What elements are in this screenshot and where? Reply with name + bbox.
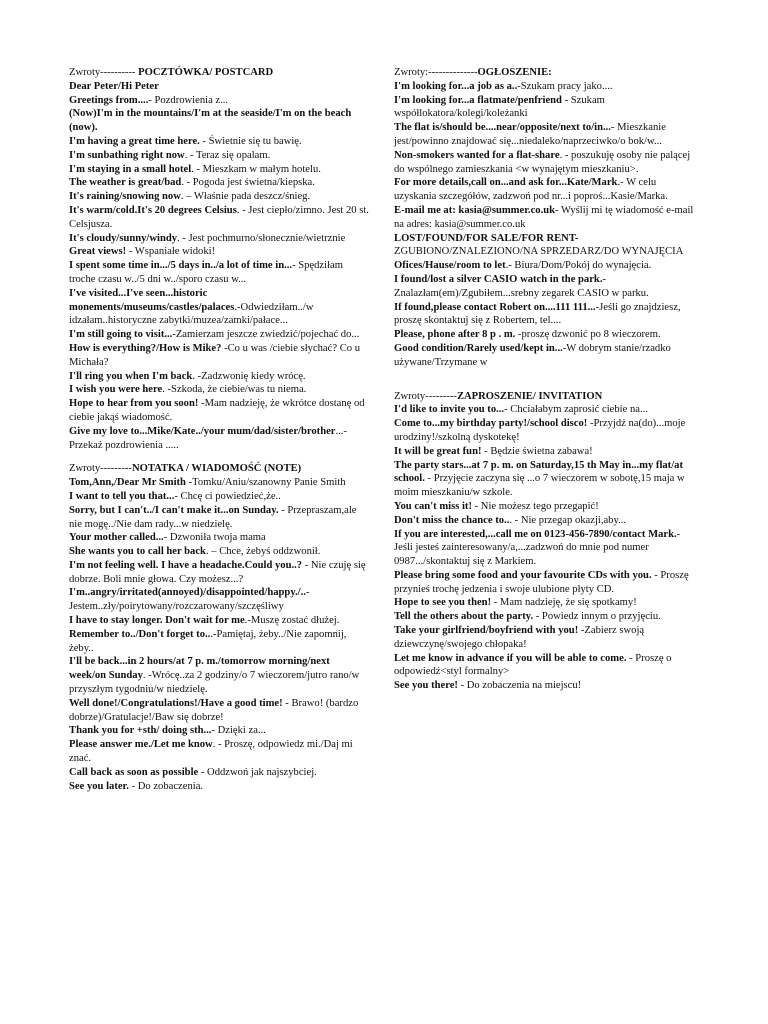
polish-translation: - Świetnie się tu bawię. [199, 135, 302, 147]
phrase-entry [69, 397, 369, 425]
phrase-entry [394, 273, 700, 301]
phrase-entry [69, 780, 369, 794]
english-phrase: Tell the others about the party. [394, 611, 534, 623]
phrase-entry [69, 655, 369, 696]
section-prefix: Zwroty--------- [69, 463, 132, 475]
english-phrase: For more details,call on...and ask for...Kate/Mark [394, 177, 618, 189]
polish-translation: . -Zadzwonię kiedy wrócę. [192, 370, 306, 382]
english-phrase: I'm..angry/irritated(annoyed)/disappointed/happy./.. [69, 587, 306, 599]
english-phrase: Please, phone after 8 p . m. [394, 329, 516, 341]
polish-translation: - Mam nadzieję, że się spotkamy! [491, 597, 637, 609]
english-phrase: Please bring some food and your favourite CDs with you. [394, 569, 652, 581]
polish-translation: - Oddzwoń jak najszybciej. [198, 766, 317, 778]
polish-translation: . - poszukuję osoby nie palącej do wspólnego zamieszkania <w wynajętym mieszkaniu>. [394, 149, 691, 175]
polish-translation: - Jeśli jesteś zainteresowany/a,...zadzwoń do mnie pod numer 0987.../skontaktuj się z Markiem. [394, 528, 681, 568]
english-phrase: Well done!/Congratulations!/Have a good time! [69, 697, 283, 709]
polish-translation: ZGUBIONO/ZNALEZIONO/NA SPRZEDARZ/DO WYNAJĘCIA [394, 246, 684, 258]
polish-translation: - Do zobaczenia na miejscu! [457, 680, 582, 692]
english-phrase: It's raining/snowing now [69, 191, 181, 203]
phrase-entry [69, 383, 369, 397]
english-phrase: You can't miss it! [394, 500, 472, 512]
polish-translation: . -Szkoda, że ciebie/was tu niema. [162, 384, 307, 396]
polish-translation: . – Właśnie pada deszcz/śnieg. [180, 191, 311, 203]
english-phrase: It's cloudy/sunny/windy [69, 232, 178, 244]
polish-translation: - Pozdrowienia z... [148, 94, 229, 106]
polish-translation: - Przepraszam,ale nie mogę../Nie dam rady...w niedzielę. [69, 504, 357, 530]
polish-translation: . - Proszę, odpowiedz mi./Daj mi znać. [69, 739, 353, 765]
phrase-entry [394, 610, 700, 624]
english-phrase: Remember to../Don't forget to.. [69, 628, 211, 640]
english-phrase: E-mail me at: kasia@summer.co.uk [394, 204, 556, 216]
polish-translation: - Chciałabym zaprosić ciebie na... [504, 404, 648, 416]
phrase-entry [69, 149, 369, 163]
phrase-entry [394, 514, 700, 528]
polish-translation: .- Biura/Dom/Pokój do wynajęcia. [505, 260, 652, 272]
phrase-entry [69, 724, 369, 738]
polish-translation: - Chcę ci powiedzieć,że.. [174, 490, 281, 502]
polish-translation: . – Chce, żebyś oddzwonił. [205, 546, 321, 558]
polish-translation: . - Nie przegap okazji,aby... [509, 514, 627, 526]
phrase-entry [69, 176, 369, 190]
phrase-entry [394, 459, 700, 500]
english-phrase: I'm looking for...a job as a.. [394, 80, 518, 92]
phrase-entry [394, 204, 700, 232]
polish-translation: . - Mieszkam w małym hotelu. [191, 163, 321, 175]
english-phrase: How is everything?/How is Mike? [69, 342, 222, 354]
polish-translation: -Przyjdź na(do)...moje urodziny!/szkolną dyskotekę! [394, 418, 686, 443]
phrase-entry [69, 190, 369, 204]
polish-translation: -Szukam pracy jako.... [517, 80, 613, 92]
phrase-entry [394, 176, 700, 204]
polish-translation: . -Wrócę..za 2 godziny/o 7 wieczorem/jutro rano/w przyszłym tygodniu/w niedzielę. [69, 670, 360, 696]
polish-translation: -Jeśli go znajdziesz, proszę skontaktuj się z Robertem, tel.... [394, 301, 681, 327]
section-title: OGŁOSZENIE: [477, 67, 552, 78]
phrase-entry [69, 342, 369, 370]
english-phrase: The party stars...at 7 p. m. on Saturday,15 th May in...my flat/at school. [394, 459, 683, 485]
phrase-entry [394, 679, 700, 693]
section-heading [69, 66, 369, 80]
polish-translation: - Nie możesz tego przegapić! [471, 500, 599, 512]
phrase-entry [394, 624, 700, 652]
english-phrase: Non-smokers wanted for a flat-share [394, 149, 560, 161]
english-phrase: She wants you to call her back [69, 546, 206, 558]
polish-translation: - Proszę o odpowiedź<styl formalny> [394, 652, 672, 678]
phrase-entry [69, 135, 369, 149]
phrase-entry [69, 766, 369, 780]
polish-translation: .-Pamiętaj, żeby../Nie zapomnij, żeby.. [69, 628, 347, 654]
phrase-entry [394, 417, 700, 445]
english-phrase: Sorry, but I can't../I can't make it...on Sunday. [69, 504, 279, 516]
section-prefix: Zwroty---------- [69, 67, 139, 78]
english-phrase: Your mother called... [69, 532, 164, 544]
polish-translation: - Mieszkanie jest/powinno znajdować się...niedaleko/naprzeciwko/o bok/w... [394, 122, 666, 147]
phrase-entry [69, 204, 369, 232]
polish-translation: -Mam nadzieję, że wkrótce dostanę od ciebie jakąś wiadomość. [69, 398, 365, 423]
phrase-entry [394, 342, 700, 370]
phrase-entry [394, 94, 700, 122]
english-phrase: I'd like to invite you to... [394, 404, 505, 416]
english-phrase: Greetings from.... [69, 94, 149, 106]
section-prefix: Zwroty--------- [394, 390, 457, 402]
english-phrase: Take your girlfriend/boyfriend with you! [394, 625, 579, 637]
section-heading [394, 390, 700, 404]
english-phrase: Come to...my birthday party!/school disco! [394, 418, 588, 430]
phrase-entry [69, 476, 369, 490]
phrase-entry [69, 370, 369, 384]
postcard-section [69, 66, 369, 452]
polish-translation: - Proszę przynieś trochę jedzenia i swoje ulubione płyty CD. [394, 569, 689, 595]
polish-translation: -proszę dzwonić po 8 wieczorem. [515, 329, 661, 341]
polish-translation: .-Odwiedziłam../w idzałam..historyczne zabytki/muzea/zamki/pałace... [69, 301, 314, 327]
english-phrase: Dear Peter/Hi Peter [69, 80, 159, 92]
english-phrase: I spent some time in.../5 days in../a lot of time in... [69, 260, 293, 272]
phrase-entry [394, 121, 700, 149]
section-heading [69, 462, 369, 476]
polish-translation: - Dzwoniła twoja mama [163, 532, 266, 544]
english-phrase: (Now)I'm in the mountains/I'm at the seaside/I'm on the beach (now). [69, 108, 352, 134]
english-phrase: I'll be back...in 2 hours/at 7 p. m./tomorrow morning/next week/on Sunday [69, 656, 330, 682]
english-phrase: I found/lost a silver CASIO watch in the park. [394, 273, 603, 285]
polish-translation: . - Teraz się opalam. [184, 149, 271, 161]
english-phrase: Ofices/Hause/room to let [394, 260, 506, 272]
polish-translation: - Nie czuję się dobrze. Boli mnie głowa. Czy możesz...? [69, 559, 366, 585]
english-phrase: Good condition/Rarely used/kept in... [394, 342, 563, 354]
phrase-entry [394, 232, 700, 260]
polish-translation: -W dobrym stanie/rzadko używane/Trzymane w [394, 342, 671, 368]
phrase-entry [69, 614, 369, 628]
polish-translation: . - Pogoda jest świetna/kiepska. [181, 177, 315, 189]
phrase-entry [69, 628, 369, 656]
polish-translation: - Jestem..zły/poirytowany/rozczarowany/szczęśliwy [69, 587, 310, 613]
polish-translation: -Co u was /ciebie słychać? Co u Michała? [69, 342, 360, 368]
polish-translation: - Będzie świetna zabawa! [481, 445, 593, 457]
english-phrase: LOST/FOUND/FOR SALE/FOR RENT- [394, 232, 579, 244]
section-title: POCZTÓWKA/ POSTCARD [138, 67, 274, 78]
phrase-entry [69, 586, 369, 614]
polish-translation: -Tomku/Aniu/szanowny Panie Smith [185, 477, 346, 489]
phrase-entry [394, 528, 700, 569]
phrase-entry [69, 287, 369, 328]
english-phrase: I'm having a great time here. [69, 135, 200, 147]
announcement-section [394, 66, 700, 370]
phrase-entry [69, 490, 369, 504]
phrase-entry [69, 545, 369, 559]
polish-translation: - Szukam współlokatora/kolegi/koleżanki [394, 94, 605, 120]
phrase-entry [394, 403, 700, 417]
polish-translation: - Znalazłam(em)/Zgubiłem...srebny zegarek CASIO w parku. [394, 273, 649, 299]
english-phrase: Let me know in advance if you will be able to come. [394, 652, 627, 664]
phrase-entry [394, 445, 700, 459]
polish-translation: . - Jest ciepło/zimno. Jest 20 st. Celsjusza. [69, 204, 369, 230]
polish-translation: - Wyślij mi tę wiadomość e-mail na adres: kasia@summer.co.uk [394, 204, 694, 230]
english-phrase: The flat is/should be....near/opposite/next to/in... [394, 122, 611, 134]
english-phrase: The weather is great/bad [69, 177, 182, 189]
phrase-entry [394, 652, 700, 680]
english-phrase: Don't miss the chance to.. [394, 514, 510, 526]
english-phrase: Give my love to...Mike/Kate../your mum/dad/sister/brother [69, 425, 336, 437]
english-phrase: I'm looking for...a flatmate/penfriend [394, 94, 562, 106]
phrase-entry [69, 559, 369, 587]
section-title: ZAPROSZENIE/ INVITATION [456, 390, 603, 402]
phrase-entry [394, 301, 700, 329]
polish-translation: - Do zobaczenia. [128, 780, 204, 792]
polish-translation: .-Muszę zostać dłużej. [244, 615, 340, 627]
phrase-entry [394, 80, 700, 94]
english-phrase: Great views! [69, 246, 127, 258]
left-column [69, 66, 369, 803]
section-title: NOTATKA / WIADOMOŚĆ (NOTE) [131, 463, 302, 475]
phrase-entry [69, 425, 369, 453]
phrase-entry [69, 531, 369, 545]
polish-translation: - Spędziłam troche czasu w../5 dni w../sporo czasu w... [69, 260, 343, 285]
english-phrase: I'm sunbathing right now [69, 149, 185, 161]
phrase-entry [69, 259, 369, 287]
right-column [394, 66, 700, 731]
phrase-entry [394, 500, 700, 514]
phrase-entry [69, 80, 369, 94]
english-phrase: If you are interested,...call me on 0123-456-7890/contact Mark. [394, 528, 677, 540]
english-phrase: Tom,Ann,/Dear Mr Smith [69, 477, 186, 489]
english-phrase: I'll ring you when I'm back [69, 370, 193, 382]
polish-translation: - Brawo! (bardzo dobrze)/Gratulacje!/Baw się dobrze! [69, 697, 359, 723]
polish-translation: - Przyjęcie zaczyna się ...o 7 wieczorem w sobotę,15 maja w moim mieszkaniu/w szkole. [394, 473, 685, 499]
polish-translation: - Wspaniałe widoki! [126, 246, 216, 258]
english-phrase: I've visited...I've seen...historic monements/museums/castles/palaces [69, 287, 235, 313]
english-phrase: I'm staying in a small hotel [69, 163, 192, 175]
polish-translation: . - Jest pochmurno/słonecznie/wietrznie [177, 232, 346, 244]
polish-translation: ...- Przekaż pozdrowienia ..... [69, 425, 347, 451]
note-section [69, 462, 369, 793]
english-phrase: See you later. [69, 780, 129, 792]
invitation-section [394, 390, 700, 694]
english-phrase: Please answer me./Let me know [69, 739, 213, 751]
english-phrase: I'm still going to visit... [69, 329, 173, 341]
polish-translation: .- W celu uzyskania szczegółów, zadzwoń pod nr...i poproś...Kasie/Marka. [394, 177, 668, 203]
english-phrase: Thank you for +sth/ doing sth... [69, 725, 212, 737]
phrase-entry [69, 163, 369, 177]
phrase-entry [394, 596, 700, 610]
english-phrase: I have to stay longer. Don't wait for me [69, 615, 245, 627]
phrase-entry [394, 328, 700, 342]
phrase-entry [69, 738, 369, 766]
phrase-entry [69, 107, 369, 135]
phrase-entry [394, 149, 700, 177]
english-phrase: I want to tell you that... [69, 490, 175, 502]
phrase-entry [69, 504, 369, 532]
polish-translation: -Zabierz swoją dziewczynę/swojego chłopaka! [394, 625, 645, 650]
polish-translation: - Powiedz innym o przyjęciu. [533, 611, 661, 623]
english-phrase: It's warm/cold.It's 20 degrees Celsius [69, 204, 237, 216]
section-prefix: Zwroty:-------------- [394, 67, 478, 78]
english-phrase: Hope to see you then! [394, 597, 492, 609]
english-phrase: It will be great fun! [394, 445, 482, 457]
polish-translation: - Dzięki za... [211, 725, 266, 737]
phrase-entry [69, 232, 369, 246]
english-phrase: Hope to hear from you soon! [69, 398, 199, 410]
english-phrase: I'm not feeling well. I have a headache.Could you..? [69, 559, 303, 571]
english-phrase: If found,please contact Robert on....111 111... [394, 301, 596, 313]
phrase-entry [69, 328, 369, 342]
english-phrase: I wish you were here [69, 384, 163, 396]
english-phrase: Call back as soon as possible [69, 766, 199, 778]
phrase-entry [69, 245, 369, 259]
polish-translation: -Zamierzam jeszcze zwiedzić/pojechać do... [172, 329, 360, 341]
phrase-entry [69, 697, 369, 725]
phrase-entry [69, 94, 369, 108]
phrase-entry [394, 569, 700, 597]
phrase-entry [394, 259, 700, 273]
english-phrase: See you there! [394, 680, 458, 692]
section-heading [394, 66, 700, 80]
